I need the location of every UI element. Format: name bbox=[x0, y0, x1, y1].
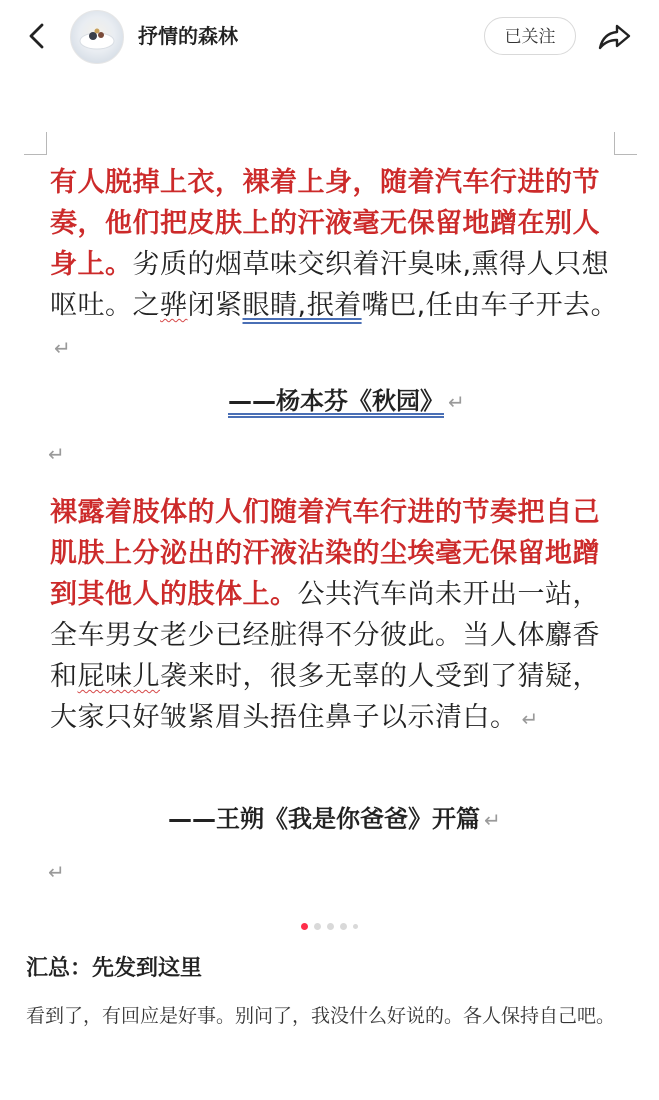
chevron-left-icon bbox=[20, 18, 56, 54]
carousel-dot[interactable] bbox=[314, 923, 321, 930]
top-bar bbox=[0, 0, 659, 72]
quote-paragraph-2 bbox=[50, 492, 620, 740]
attribution-2 bbox=[168, 802, 501, 837]
share-button[interactable] bbox=[596, 18, 634, 54]
avatar-image bbox=[71, 11, 123, 63]
body-text: 劣质的烟草味交织着汗臭味,熏得人只想呕吐。之 bbox=[50, 249, 610, 321]
carousel-dot[interactable] bbox=[327, 923, 334, 930]
back-button[interactable] bbox=[20, 18, 56, 54]
return-mark-icon: ↵ bbox=[54, 336, 72, 360]
spellcheck-text: 骅 bbox=[160, 290, 188, 321]
attribution-text: ——杨本芬《秋园》 bbox=[228, 387, 444, 415]
page-corner-mark bbox=[24, 132, 47, 155]
return-mark-icon: ↵ bbox=[48, 860, 65, 884]
spellcheck-text: 屁味儿 bbox=[77, 661, 160, 692]
highlight-text: 有人脱掉上衣，裸着上身，随着汽车行进的节奏，他们把皮肤上的汗液毫无保留地蹭在别人身上。 bbox=[50, 167, 600, 280]
post-title: 汇总：先发到这里 bbox=[26, 956, 203, 981]
return-mark-icon: ↵ bbox=[448, 390, 465, 414]
return-mark-icon: ↵ bbox=[521, 707, 539, 731]
attribution-1 bbox=[228, 384, 465, 419]
grammar-text: 眼睛,抿着 bbox=[242, 290, 362, 321]
follow-button[interactable]: 已关注 bbox=[484, 17, 576, 55]
return-mark-icon: ↵ bbox=[484, 808, 501, 832]
avatar[interactable] bbox=[70, 10, 124, 64]
highlight-text: 裸露着肢体的人们随着汽车行进的节奏把自己肌肤上分泌出的汗液沾染的尘埃毫无保留地蹭到其他人的肢体上。 bbox=[50, 497, 600, 610]
carousel-dot[interactable] bbox=[353, 924, 358, 929]
share-arrow-icon bbox=[596, 18, 634, 54]
page-corner-mark bbox=[614, 132, 637, 155]
carousel-dot[interactable] bbox=[340, 923, 347, 930]
post-body: 看到了，有回应是好事。别问了，我没什么好说的。各人保持自己吧。 bbox=[26, 1005, 616, 1027]
body-text: 袭来时，很多无辜的人受到了猜疑，大家只好皱紧眉头捂住鼻子以示清白。 bbox=[50, 661, 600, 733]
post-image[interactable] bbox=[0, 72, 659, 932]
attribution-text: ——王朔《我是你爸爸》开篇 bbox=[168, 805, 480, 833]
body-text: 嘴巴,任由车子开去。 bbox=[361, 290, 619, 321]
body-text: 公共汽车尚未开出一站，全车男女老少已经脏得不分彼此。当人体麝香和 bbox=[50, 579, 600, 692]
carousel-dot[interactable] bbox=[301, 923, 308, 930]
carousel-indicator bbox=[0, 923, 659, 931]
return-mark-icon: ↵ bbox=[48, 442, 65, 466]
body-text: 闭紧 bbox=[187, 290, 243, 321]
author-name[interactable]: 抒情的森林 bbox=[138, 24, 238, 48]
quote-paragraph-1 bbox=[50, 162, 620, 369]
